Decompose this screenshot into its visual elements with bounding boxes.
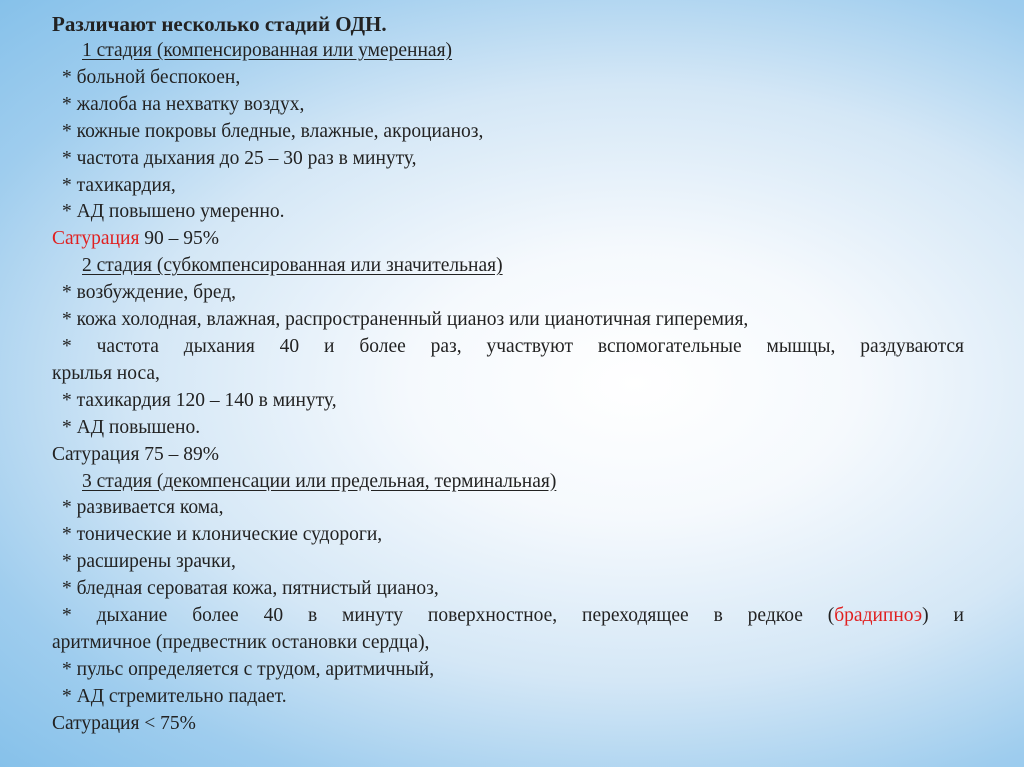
stage-2-item: * частота дыхания 40 и более раз, участвуют вспомогательные мышцы, раздуваются <box>62 335 964 357</box>
saturation-value: 90 – 95% <box>139 228 220 250</box>
stage-3-heading: 3 стадия (декомпенсации или предельная, терминальная) <box>82 470 557 492</box>
stage-3-item: * развивается кома, <box>62 497 224 519</box>
bradypnea-term: брадипноэ <box>834 605 923 627</box>
stage-2-heading: 2 стадия (субкомпенсированная или значительная) <box>82 255 503 277</box>
stage-2-item: * возбуждение, бред, <box>62 282 237 304</box>
slide-content <box>52 11 964 738</box>
stage-1-item: * частота дыхания до 25 – 30 раз в минуту, <box>62 147 417 169</box>
stage-2-item: * кожа холодная, влажная, распространенный цианоз или цианотичная гиперемия, <box>62 309 749 331</box>
stage-1-saturation <box>52 226 964 253</box>
page-title: Различают несколько стадий ОДН. <box>52 12 387 36</box>
stage-1-item: * больной беспокоен, <box>62 66 241 88</box>
breathing-text-end: ) и <box>922 605 964 627</box>
stage-3-item: * тонические и клонические судороги, <box>62 524 383 546</box>
stage-2-item-continuation: крылья носа, <box>52 362 160 384</box>
stage-1-item: * АД повышено умеренно. <box>62 201 285 223</box>
stage-1-item: * жалоба на нехватку воздух, <box>62 93 305 115</box>
stage-3-item-continuation: аритмичное (предвестник остановки сердца), <box>52 631 430 653</box>
stage-3-item: * АД стремительно падает. <box>62 685 287 707</box>
stage-3-saturation: Сатурация < 75% <box>52 712 196 734</box>
stage-1-item: * кожные покровы бледные, влажные, акроцианоз, <box>62 120 484 142</box>
stage-2-saturation: Сатурация 75 – 89% <box>52 443 220 465</box>
stage-3-item: * расширены зрачки, <box>62 551 236 573</box>
breathing-text: * дыхание более 40 в минуту поверхностное, переходящее в редкое ( <box>62 605 835 627</box>
saturation-label-red: Сатурация <box>52 228 140 250</box>
stage-2-item: * тахикардия 120 – 140 в минуту, <box>62 389 337 411</box>
stage-1-heading: 1 стадия (компенсированная или умеренная) <box>82 40 453 61</box>
stage-1-item: * тахикардия, <box>62 174 176 196</box>
stage-3-item: * пульс определяется с трудом, аритмичный, <box>62 658 435 680</box>
stage-3-breathing-item <box>52 603 964 630</box>
stage-3-item: * бледная сероватая кожа, пятнистый цианоз, <box>62 578 439 600</box>
stage-2-item: * АД повышено. <box>62 416 201 438</box>
